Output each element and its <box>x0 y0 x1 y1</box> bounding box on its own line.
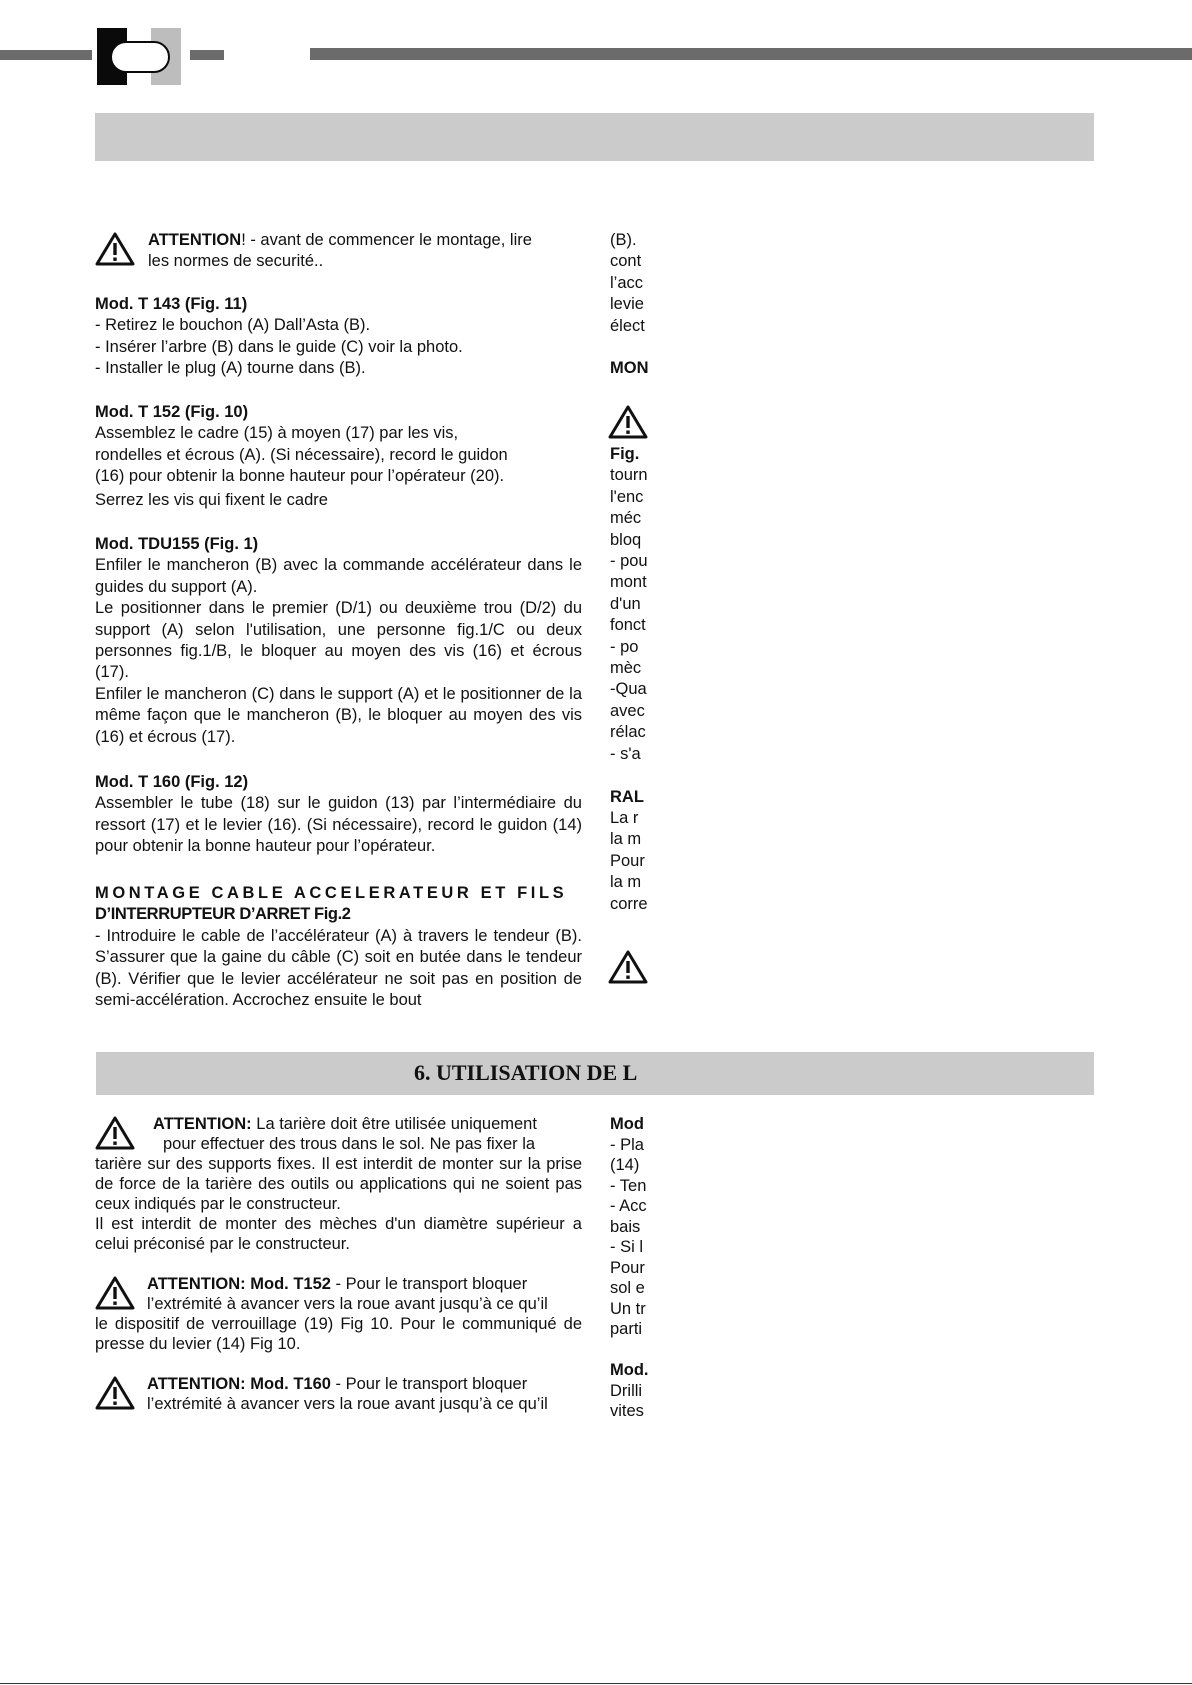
cable-paragraph: - Introduire le cable de l’accélérateur (A) à travers le tendeur (B). S’assurer que la gaine du câble (C) soit en butée dans le tendeur (B). Vérifier que le levier accélérateur ne soit pas en position de semi-accélération. Accrochez ensuite le bout <box>95 926 582 1010</box>
attention-text: - Pour le transport bloquer <box>330 1375 528 1393</box>
t160-section <box>95 772 582 858</box>
right-column-line: levie <box>610 295 644 314</box>
right-column-line: bloq <box>610 530 642 549</box>
cable-section <box>95 883 582 1011</box>
right-column-line: - Pla <box>610 1135 644 1154</box>
attention-montage-note <box>148 230 588 273</box>
header-tab-graphic <box>97 28 181 85</box>
tdu155-paragraph: Le positionner dans le premier (D/1) ou deuxième trou (D/2) du support (A) selon l'utilisation, une personne fig.1/C ou deux personnes fig.1/B, le bloquer au moyen des vis (16) et écrous (17). <box>95 599 582 682</box>
attention-paragraph: Il est interdit de monter des mèches d'un diamètre supérieur a celui préconisé par le constructeur. <box>95 1215 582 1253</box>
right-column-line: élect <box>610 316 645 335</box>
t160-paragraph: Assembler le tube (18) sur le guidon (13) par l’intermédiaire du ressort (17) et le levier (16). (Si nécessaire), record le guidon (14) pour obtenir la bonne hauteur pour l’opérateur. <box>95 794 582 856</box>
header-band <box>95 113 1094 161</box>
attention-text-line2: les normes de securité.. <box>148 252 324 271</box>
header-rule-mid <box>190 50 224 60</box>
right-column-line <box>610 765 664 786</box>
right-column-line: Pour <box>610 851 645 870</box>
right-column-top <box>610 230 664 380</box>
footer-rule <box>0 1683 1192 1684</box>
right-column-line: RAL <box>610 787 644 806</box>
attention-label: ATTENTION: Mod. T160 <box>147 1375 331 1393</box>
right-column-line: méc <box>610 509 642 528</box>
right-column-middle <box>610 444 664 915</box>
attention-text-line2: pour effectuer des trous dans le sol. Ne pas fixer la <box>163 1135 536 1153</box>
t152-line: Assemblez le cadre (15) à moyen (17) par les vis, <box>95 424 459 443</box>
right-column-line: Fig. <box>610 445 640 463</box>
header-rule-right <box>310 48 1192 60</box>
attention-text-line2: l’extrémité à avancer vers la roue avant jusqu’à ce qu’il <box>147 1395 548 1413</box>
right-column-line: (14) <box>610 1156 640 1174</box>
cable-heading: MONTAGE CABLE ACCELERATEUR ET FILS <box>95 884 568 902</box>
attention-text: La tarière doit être utilisée uniquement <box>251 1115 537 1133</box>
right-column-line: d'un <box>610 594 641 613</box>
right-column-bottom <box>610 1114 664 1422</box>
t143-line: - Insérer l’arbre (B) dans le guide (C) voir la photo. <box>95 337 463 356</box>
right-column-line: l’acc <box>610 273 644 292</box>
right-column-line: parti <box>610 1320 643 1338</box>
right-column-line: avec <box>610 701 645 720</box>
right-column-line: Mod <box>610 1115 644 1133</box>
t160-heading: Mod. T 160 (Fig. 12) <box>95 773 249 791</box>
tdu155-section <box>95 534 582 748</box>
attention-paragraph: tarière sur des supports fixes. Il est interdit de monter sur la prise de force de la tarière des outils ou applications qui ne soient pas ceux indiqués par le constructeur. <box>95 1155 582 1213</box>
tdu155-heading: Mod. TDU155 (Fig. 1) <box>95 535 259 553</box>
section-6-band <box>96 1052 1094 1095</box>
right-column-line: fonct <box>610 616 646 635</box>
right-column-line: l'enc <box>610 487 644 506</box>
right-column-line: bais <box>610 1217 641 1236</box>
attention-label: ATTENTION: <box>153 1115 252 1133</box>
right-column-line: mèc <box>610 659 642 678</box>
attention-text: ! - avant de commencer le montage, lire <box>241 231 532 249</box>
tdu155-paragraph: Enfiler le mancheron (C) dans le support (A) et le positionner de la même façon que le mancheron (B), le bloquer au moyen des vis (16) et écrous (17). <box>95 684 582 746</box>
right-column-line: -Qua <box>610 680 647 699</box>
right-column-line: Un tr <box>610 1299 646 1318</box>
right-column-line: MON <box>610 359 649 378</box>
warning-triangle-icon <box>608 949 648 985</box>
attention-label: ATTENTION <box>148 231 242 249</box>
t143-section <box>95 294 582 380</box>
header-rule-left <box>0 50 92 60</box>
t152-line: Serrez les vis qui fixent le cadre <box>95 490 328 509</box>
attention-text-line2: l’extrémité à avancer vers la roue avant jusqu’à ce qu’il <box>147 1295 548 1313</box>
attention-t152-note <box>95 1274 582 1354</box>
right-column-line: sol e <box>610 1279 645 1297</box>
right-column-line: - pou <box>610 552 648 571</box>
warning-triangle-icon <box>608 404 648 440</box>
right-column-line: Pour <box>610 1258 645 1277</box>
right-column-line: (B). <box>610 231 637 249</box>
right-column-line: tourn <box>610 466 648 485</box>
attention-paragraph: le dispositif de verrouillage (19) Fig 10. Pour le communiqué de presse du levier (14) Fig 10. <box>95 1315 582 1353</box>
right-column-line: la m <box>610 873 642 892</box>
t152-heading: Mod. T 152 (Fig. 10) <box>95 403 249 421</box>
right-column-line: rélac <box>610 723 646 742</box>
right-column-line <box>610 337 664 358</box>
t152-line: rondelles et écrous (A). (Si nécessaire), record le guidon <box>95 445 508 464</box>
attention-utilisation-note <box>95 1114 582 1254</box>
right-column-line: corre <box>610 894 648 913</box>
attention-text: - Pour le transport bloquer <box>330 1275 528 1293</box>
right-column-line: Drilli <box>610 1381 643 1400</box>
right-column-line: cont <box>610 252 642 271</box>
tdu155-paragraph: Enfiler le mancheron (B) avec la commande accélérateur dans le guides du support (A). <box>95 556 582 596</box>
right-column-line: - Acc <box>610 1197 647 1215</box>
t143-line: - Installer le plug (A) tourne dans (B). <box>95 359 366 378</box>
right-column-line: - Si l <box>610 1238 643 1256</box>
t152-line: (16) pour obtenir la bonne hauteur pour l’opérateur (20). <box>95 467 505 486</box>
t152-section <box>95 402 582 511</box>
t143-heading: Mod. T 143 (Fig. 11) <box>95 295 248 313</box>
right-column-line: - s'a <box>610 744 641 763</box>
right-column-line <box>610 1340 664 1361</box>
attention-label: ATTENTION: Mod. T152 <box>147 1275 331 1293</box>
right-column-line: Mod. <box>610 1361 649 1379</box>
attention-t160-note <box>95 1374 582 1414</box>
warning-triangle-icon <box>95 231 135 267</box>
right-column-line: vites <box>610 1402 644 1420</box>
t143-line: - Retirez le bouchon (A) Dall’Asta (B). <box>95 316 371 335</box>
right-column-line: - Ten <box>610 1176 647 1195</box>
cable-heading-line2: D’INTERRUPTEUR D’ARRET Fig.2 <box>95 905 351 924</box>
right-column-line: - po <box>610 637 639 656</box>
right-column-line: mont <box>610 573 647 592</box>
section-6-title: 6. UTILISATION DE L <box>414 1060 638 1085</box>
right-column-line: La r <box>610 808 639 827</box>
right-column-line: la m <box>610 830 642 849</box>
